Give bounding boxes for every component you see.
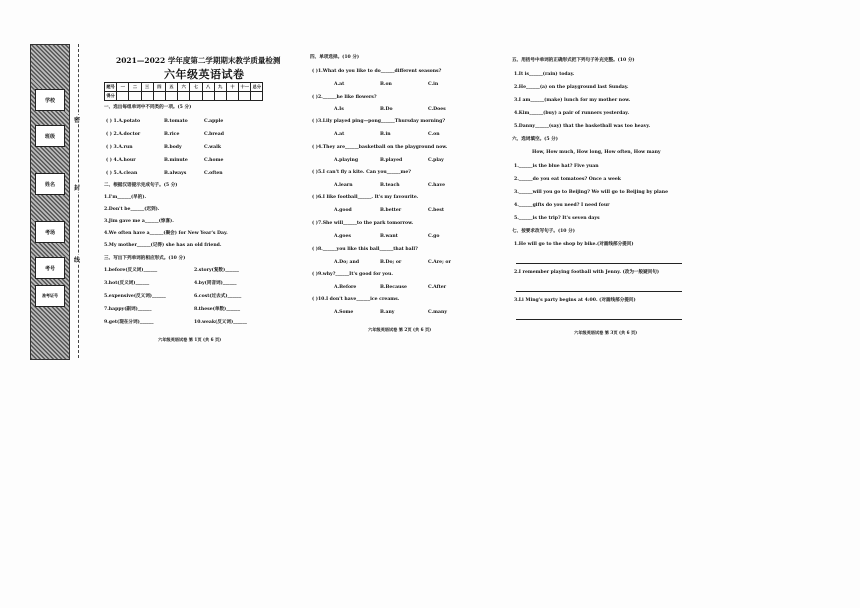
s4-q10-c: C.many: [428, 310, 448, 315]
s4-q8-a: A.Do; and: [334, 260, 360, 265]
s4-q2-c: C.Does: [428, 107, 446, 112]
s5-q5: 5.Danny______(say) that the basketball was too heavy.: [514, 124, 651, 129]
score-header-cell: 十一: [239, 83, 251, 92]
section-6-title: 六、选词填空。(5 分): [512, 137, 558, 142]
s3-q7: 7.happy(副词)______: [104, 307, 152, 312]
s2-q5: 5.My mother______(记得) she has an old friend.: [104, 243, 222, 248]
s4-q5: ( )5.I can't fly a kite. Can you______me?: [312, 170, 411, 175]
score-cell[interactable]: [226, 92, 238, 101]
seal-mark: 密: [74, 117, 81, 124]
s4-q9-b: B.Because: [380, 285, 407, 290]
seal-line: [78, 44, 79, 358]
s3-q4: 4.by(同音词)______: [194, 281, 237, 286]
s4-q6-c: C.best: [428, 208, 445, 213]
s4-q5-a: A.learn: [334, 183, 353, 188]
s4-q1-a: A.at: [334, 82, 345, 87]
score-cell[interactable]: [141, 92, 153, 101]
s1-q3-a: ( ) 3.A.run: [106, 145, 133, 150]
s4-q3-a: A.at: [334, 132, 345, 137]
answer-line[interactable]: [516, 263, 682, 264]
s4-q1: ( )1.What do you like to do______different seasons?: [312, 69, 442, 74]
s1-q1-a: ( ) 1.A.potato: [106, 119, 141, 124]
field-school: 学校: [35, 89, 65, 111]
s4-q2: ( )2.______he like flowers?: [312, 95, 377, 100]
s4-q7-a: A.goes: [334, 234, 351, 239]
s3-q10: 10.weak(反义词)______: [194, 320, 247, 325]
s4-q9: ( )9.why?______It's good for you.: [312, 272, 393, 277]
s4-q7-c: C.go: [428, 234, 440, 239]
s4-q3-c: C.on: [428, 132, 440, 137]
s4-q4-a: A.playing: [334, 158, 359, 163]
s1-q5-b: B.always: [164, 171, 187, 176]
s1-q2-c: C.bread: [204, 132, 224, 137]
field-class: 班级: [35, 125, 65, 147]
exam-header: 2021—2022 学年度第二学期期末教学质量检测: [116, 56, 281, 65]
s4-q5-b: B.teach: [380, 183, 400, 188]
score-cell[interactable]: [214, 92, 226, 101]
answer-line[interactable]: [516, 291, 682, 292]
s4-q6-b: B.better: [380, 208, 402, 213]
s4-q8: ( )8.______you like this ball______that ball?: [312, 247, 418, 252]
s6-q5: 5.______is the trip? It's seven days: [514, 216, 600, 221]
s4-q10: ( )10.I don't have______ice creams.: [312, 297, 400, 302]
score-header-cell: 八: [202, 83, 214, 92]
s1-q3-b: B.body: [164, 145, 182, 150]
score-cell[interactable]: [178, 92, 190, 101]
score-header-cell: 一: [117, 83, 129, 92]
section-2-title: 二、根据汉语提示完成句子。(5 分): [104, 183, 178, 188]
exam-title: 六年级英语试卷: [164, 68, 245, 81]
score-cell[interactable]: [129, 92, 141, 101]
s5-q2: 2.He______(a) on the playground last Sunday.: [514, 85, 629, 90]
s4-q7: ( )7.She will______to the park tomorrow.: [312, 221, 414, 226]
score-cell[interactable]: [251, 92, 263, 101]
s4-q9-a: A.Before: [334, 285, 357, 290]
field-exam-room: 考场: [35, 221, 65, 243]
score-table: [104, 82, 263, 101]
s4-q2-a: A.Is: [334, 107, 344, 112]
score-header-cell: 三: [141, 83, 153, 92]
section-7-title: 七、按要求改写句子。(10 分): [512, 229, 575, 234]
score-row-label: 得分: [105, 92, 117, 101]
s4-q1-b: B.on: [380, 82, 392, 87]
s3-q8: 8.these(单数)______: [194, 307, 241, 312]
score-cell[interactable]: [117, 92, 129, 101]
s1-q2-a: ( ) 2.A.doctor: [106, 132, 141, 137]
s4-q6-a: A.good: [334, 208, 352, 213]
s4-q1-c: C.in: [428, 82, 439, 87]
s1-q4-c: C.home: [204, 158, 224, 163]
section-5-title: 五、用括号中单词的正确形式把下列句子补充完整。(10 分): [512, 58, 635, 63]
s4-q9-c: C.After: [428, 285, 447, 290]
s4-q6: ( )6.I like football______. It's my favourite.: [312, 195, 419, 200]
s1-q5-c: C.often: [204, 171, 223, 176]
score-header-cell: 七: [190, 83, 202, 92]
s4-q3-b: B.in: [380, 132, 391, 137]
score-header-cell: 二: [129, 83, 141, 92]
s3-q6: 6.cost(过去式)______: [194, 294, 242, 299]
binding-strip: [30, 44, 70, 360]
s6-q2: 2.______do you eat tomatoes? Once a week: [514, 177, 621, 182]
s4-q3: ( )3.Lily played ping—pong______Thursday morning?: [312, 119, 446, 124]
s4-q10-b: B.any: [380, 310, 395, 315]
s4-q2-b: B.Do: [380, 107, 393, 112]
score-header-cell: 四: [153, 83, 165, 92]
s4-q4-b: B.played: [380, 158, 403, 163]
section-4-title: 四、单项选择。(10 分): [310, 55, 360, 60]
s6-q4: 4.______gifts do you need? I need four: [514, 203, 610, 208]
s2-q4: 4.We often have a______(聚会) for New Year's Day.: [104, 231, 228, 236]
word-bank: How, How much, How long, How often, How many: [532, 150, 661, 155]
s1-q4-b: B.minute: [164, 158, 188, 163]
s4-q4-c: C.play: [428, 158, 444, 163]
score-cell[interactable]: [165, 92, 177, 101]
score-cell[interactable]: [202, 92, 214, 101]
s5-q1: 1.It is______(rain) today.: [514, 72, 575, 77]
score-header-cell: 六: [178, 83, 190, 92]
s6-q3: 3.______will you go to Beijing? We will go to Beijing by plane: [514, 190, 669, 195]
answer-line[interactable]: [516, 319, 682, 320]
score-header-cell: 十: [226, 83, 238, 92]
s7-q2: 2.I remember playing football with Jenny. (改为一般疑问句): [514, 270, 660, 275]
field-name: 姓名: [35, 173, 65, 195]
field-ticket-number: 准考证号: [35, 285, 65, 307]
s3-q3: 3.hot(反义词)______: [104, 281, 150, 286]
s3-q5: 5.expensive(反义词)______: [104, 294, 166, 299]
s3-q9: 9.get(现在分词)______: [104, 320, 154, 325]
score-header-cell: 五: [165, 83, 177, 92]
section-3-title: 三、写出下列单词的相应形式。(10 分): [104, 256, 186, 261]
page-footer: 六年级英语试卷 第 2页 (共 6 页): [368, 327, 432, 332]
s4-q8-b: B.Do; or: [380, 260, 402, 265]
s5-q4: 4.Kim______(buy) a pair of runners yesterday.: [514, 111, 630, 116]
s7-q3: 3.Li Ming's party begins at 4:00. (对画线部分提问): [514, 298, 636, 303]
s7-q1: 1.He will go to the shop by bike.(对画线部分提问): [514, 242, 634, 247]
page-footer: 六年级英语试卷 第 3页 (共 6 页): [574, 330, 638, 335]
s1-q1-c: C.apple: [204, 119, 224, 124]
score-cell[interactable]: [239, 92, 251, 101]
s4-q5-c: C.have: [428, 183, 446, 188]
seal-mark: 封: [74, 185, 81, 192]
field-exam-number: 考号: [35, 257, 65, 279]
s1-q4-a: ( ) 4.A.hour: [106, 158, 136, 163]
score-cell[interactable]: [190, 92, 202, 101]
s4-q8-c: C.Are; or: [428, 260, 451, 265]
s1-q3-c: C.walk: [204, 145, 222, 150]
s2-q1: 1.I'm______(早的).: [104, 195, 147, 200]
score-header-cell: 总分: [251, 83, 263, 92]
s4-q4: ( )4.They are______basketball on the playground now.: [312, 145, 448, 150]
s4-q10-a: A.Some: [334, 310, 354, 315]
s4-q7-b: B.want: [380, 234, 398, 239]
s6-q1: 1.______is the blue hat? Five yuan: [514, 164, 599, 169]
score-cell[interactable]: [153, 92, 165, 101]
s1-q1-b: B.tomato: [164, 119, 188, 124]
s1-q5-a: ( ) 5.A.clean: [106, 171, 138, 176]
score-header-cell: 九: [214, 83, 226, 92]
s2-q3: 3.Jim gave me a______(惊喜).: [104, 219, 174, 224]
s1-q2-b: B.rice: [164, 132, 180, 137]
s2-q2: 2.Don't be______(迟到).: [104, 207, 160, 212]
s3-q2: 2.story(复数)______: [194, 268, 239, 273]
s5-q3: 3.I am______(make) lunch for my mother now.: [514, 98, 631, 103]
score-header-cell: 题号: [105, 83, 117, 92]
s3-q1: 1.before(反义词)______: [104, 268, 158, 273]
seal-mark: 线: [74, 257, 81, 264]
page-footer: 六年级英语试卷 第 1页 (共 6 页): [158, 337, 222, 342]
section-1-title: 一、选出每组单词中不同类的一项。(5 分): [104, 105, 192, 110]
